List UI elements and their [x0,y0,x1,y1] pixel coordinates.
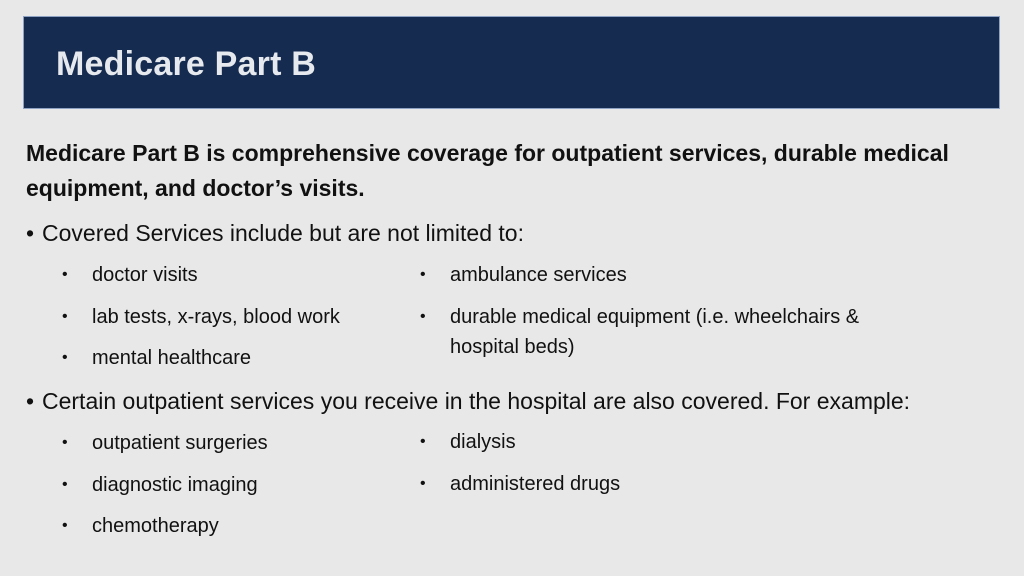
intro-paragraph: Medicare Part B is comprehensive coverage for outpatient services, durable medical equipment, and doctor’s visits. [26,140,949,201]
list-item [420,427,920,457]
list-item-text: chemotherapy [92,515,219,537]
section1-heading-text: Covered Services include but are not limited to: [42,220,524,246]
list-item [62,343,392,373]
list-item [420,260,920,290]
bullet-icon: • [420,308,426,325]
list-item-text: administered drugs [450,473,621,495]
bullet-icon: • [420,475,426,492]
bullet-icon: • [420,433,426,450]
list-item [420,469,920,499]
list-item-text: dialysis [450,431,516,453]
bullet-icon: • [420,266,426,283]
bullet-icon: • [62,266,68,283]
list-item [62,302,392,332]
bullet-icon: • [62,476,68,493]
bullet-icon: • [62,517,68,534]
bullet-icon: • [62,434,68,451]
list-item-text: lab tests, x-rays, blood work [92,306,340,328]
list-item [62,428,392,458]
bullet-icon: • [62,308,68,325]
bullet-icon: • [62,349,68,366]
list-item [420,302,910,362]
section2-heading-text: Certain outpatient services you receive in the hospital are also covered. For example: [42,388,911,414]
list-item-text: diagnostic imaging [92,474,258,496]
list-item [62,470,392,500]
list-item-text: durable medical equipment (i.e. wheelchairs & hospital beds) [450,306,860,358]
list-item-text: outpatient surgeries [92,432,268,454]
bullet-icon: • [26,220,35,246]
list-item-text: mental healthcare [92,347,251,369]
title-bar [23,16,1000,109]
list-item [62,260,392,290]
list-item-text: ambulance services [450,264,627,286]
bullet-icon: • [26,388,35,414]
slide-title: Medicare Part B [56,45,316,83]
section1-heading [26,219,524,247]
list-item [62,511,392,541]
section2-heading [26,387,910,415]
list-item-text: doctor visits [92,264,198,286]
